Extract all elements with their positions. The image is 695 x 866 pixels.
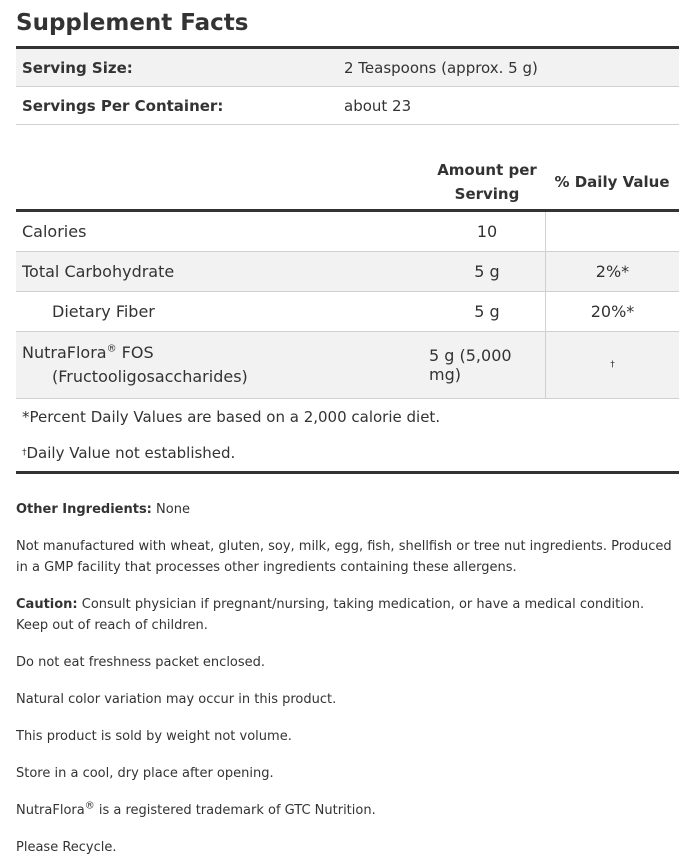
storage-statement: Store in a cool, dry place after opening. xyxy=(16,766,274,781)
nutrient-amount: 5 g xyxy=(474,262,500,281)
amount-column-header: Amount per Serving xyxy=(437,160,537,203)
nutrient-amount: 5 g (5,000 mg) xyxy=(429,346,512,384)
table-row xyxy=(16,252,679,292)
nutrient-amount: 10 xyxy=(476,222,498,241)
nutrient-dv xyxy=(545,212,679,251)
servings-per-container-label: Servings Per Container: xyxy=(22,96,224,115)
table-row xyxy=(16,212,679,252)
nutrient-name: Calories xyxy=(22,222,87,241)
daily-value-column-header: % Daily Value xyxy=(554,172,670,191)
color-statement: Natural color variation may occur in this product. xyxy=(16,692,337,707)
other-ingredients: Other Ingredients: None xyxy=(16,502,190,517)
daily-value-not-established-footnote: † Daily Value not established. xyxy=(22,444,236,462)
servings-per-container-value: about 23 xyxy=(344,96,412,115)
percent-daily-footnote: *Percent Daily Values are based on a 2,000 calorie diet. xyxy=(22,408,441,426)
recycle-statement: Please Recycle. xyxy=(16,840,117,855)
nutrient-name: Dietary Fiber xyxy=(52,302,155,321)
servings-per-container-row xyxy=(16,87,679,125)
weight-statement: This product is sold by weight not volume. xyxy=(16,729,292,744)
nutrient-dv: † xyxy=(545,332,679,398)
table-row xyxy=(16,292,679,332)
table-row xyxy=(16,332,679,399)
trademark-statement: NutraFlora® is a registered trademark of GTC Nutrition. xyxy=(16,800,376,818)
product-info xyxy=(16,499,679,858)
serving-size-value: 2 Teaspoons (approx. 5 g) xyxy=(344,58,538,77)
serving-size-label: Serving Size: xyxy=(22,58,133,77)
nutrient-name: NutraFlora® FOS (Fructooligosaccharides) xyxy=(22,343,248,386)
serving-size-row xyxy=(16,49,679,87)
freshness-statement: Do not eat freshness packet enclosed. xyxy=(16,655,266,670)
page-title: Supplement Facts xyxy=(16,10,249,36)
allergen-statement: Not manufactured with wheat, gluten, soy, milk, egg, fish, shellfish or tree nut ingredients. Produced in a GMP facility that processes other ingredients containing these allergens. xyxy=(16,539,672,575)
nutrient-dv: 20%* xyxy=(545,292,679,331)
nutrient-dv: 2%* xyxy=(545,252,679,291)
nutrient-amount: 5 g xyxy=(474,302,500,321)
nutrient-name: Total Carbohydrate xyxy=(22,262,175,281)
footnote-divider xyxy=(16,471,679,474)
caution-statement: Caution: Consult physician if pregnant/nursing, taking medication, or have a medical condition. Keep out of reach of children. xyxy=(16,597,645,633)
nutrient-table-header xyxy=(16,154,679,209)
